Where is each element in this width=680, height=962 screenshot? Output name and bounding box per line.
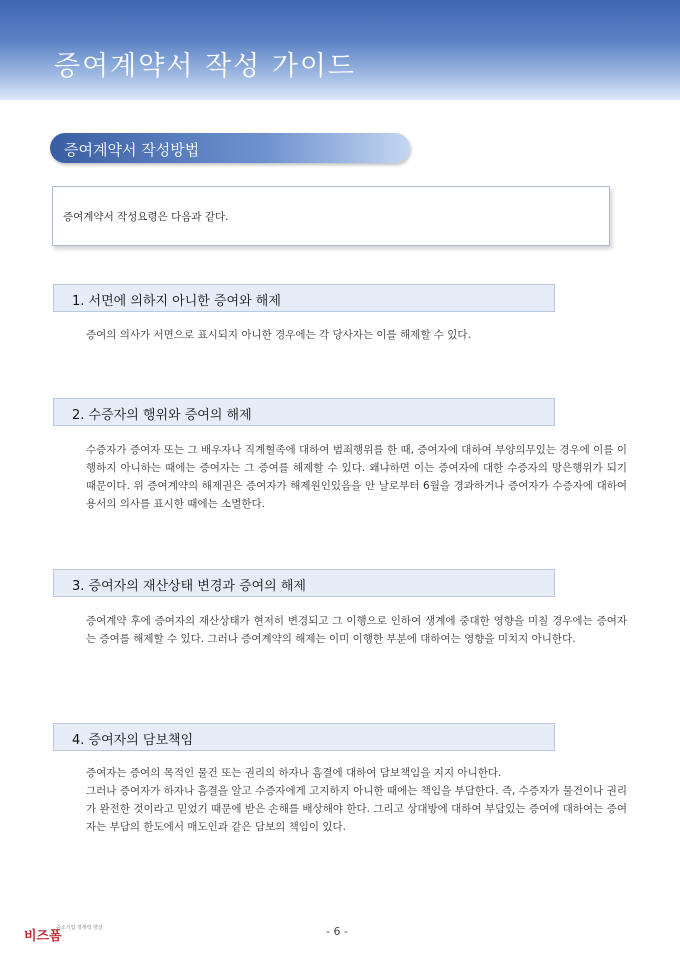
section-1-title-bar [53, 284, 555, 312]
section-2-title: 2. 수증자의 행위와 증여의 해제 [72, 408, 252, 423]
footer-logo: 비즈폼 [24, 929, 62, 944]
section-1-body [86, 326, 627, 344]
page-number: - 6 - [326, 925, 348, 938]
page-title: 증여계약서 작성 가이드 [54, 51, 356, 82]
section-heading-label: 증여계약서 작성방법 [64, 141, 200, 159]
section-4-title: 4. 증여자의 담보책임 [72, 733, 194, 748]
section-2-paragraph: 수증자가 증여자 또는 그 배우자나 직계혈족에 대하여 범죄행위를 한 때, 증여자에 대하여 부양의무있는 경우에 이를 이행하지 아니하는 때에는 증여자는 그 증여를 해제할 수 있다. 왜냐하면 이는 증여자에 대한 수증자의 망은행위가 되기 때문이다. 위 증여계약의 해제권은 증여자가 해제원인있음을 안 날로부터 6월을 경과하거나 증여자가 수증자에 대하여 용서의 의사를 표시한 때에는 소멸한다. [86, 444, 627, 510]
intro-box [52, 186, 610, 246]
section-3-paragraph: 증여계약 후에 증여자의 재산상태가 현저히 변경되고 그 이행으로 인하여 생계에 중대한 영향을 미칠 경우에는 증여자는 증여를 해제할 수 있다. 그러나 증여계약의 해제는 이미 이행한 부분에 대하여는 영향을 미치지 아니한다. [86, 615, 627, 645]
section-4-body [86, 764, 627, 836]
section-1-paragraph: 증여의 의사가 서면으로 표시되지 아니한 경우에는 각 당사자는 이를 해제할 수 있다. [86, 329, 471, 341]
section-3-title-bar [53, 569, 555, 597]
section-1-title: 1. 서면에 의하지 아니한 증여와 해제 [72, 294, 281, 309]
section-4-title-bar [53, 723, 555, 751]
header-band [0, 0, 680, 100]
section-heading-pill [50, 133, 410, 163]
section-4-paragraph-2: 그러나 증여자가 하자나 흠결을 알고 수증자에게 고지하지 아니한 때에는 책임을 부담한다. 즉, 수증자가 물건이나 권리가 완전한 것이라고 믿었기 때문에 받은 손해를 배상해야 한다. 그리고 상대방에 대하여 부담있는 증여에 대하여는 증여자는 부담의 한도에서 매도인과 같은 담보의 책임이 있다. [86, 785, 627, 833]
footer-tagline: 중소기업 경쟁력 향상 [56, 925, 103, 931]
section-3-title: 3. 증여자의 재산상태 변경과 증여의 해제 [72, 579, 306, 594]
section-3-body [86, 612, 627, 648]
section-4-paragraph-1: 증여자는 증여의 목적인 물건 또는 권리의 하자나 흠결에 대하여 담보책임을 지지 아니한다. [86, 767, 502, 779]
section-2-body [86, 441, 627, 513]
section-2-title-bar [53, 398, 555, 426]
intro-text: 증여계약서 작성요령은 다음과 같다. [63, 211, 229, 223]
